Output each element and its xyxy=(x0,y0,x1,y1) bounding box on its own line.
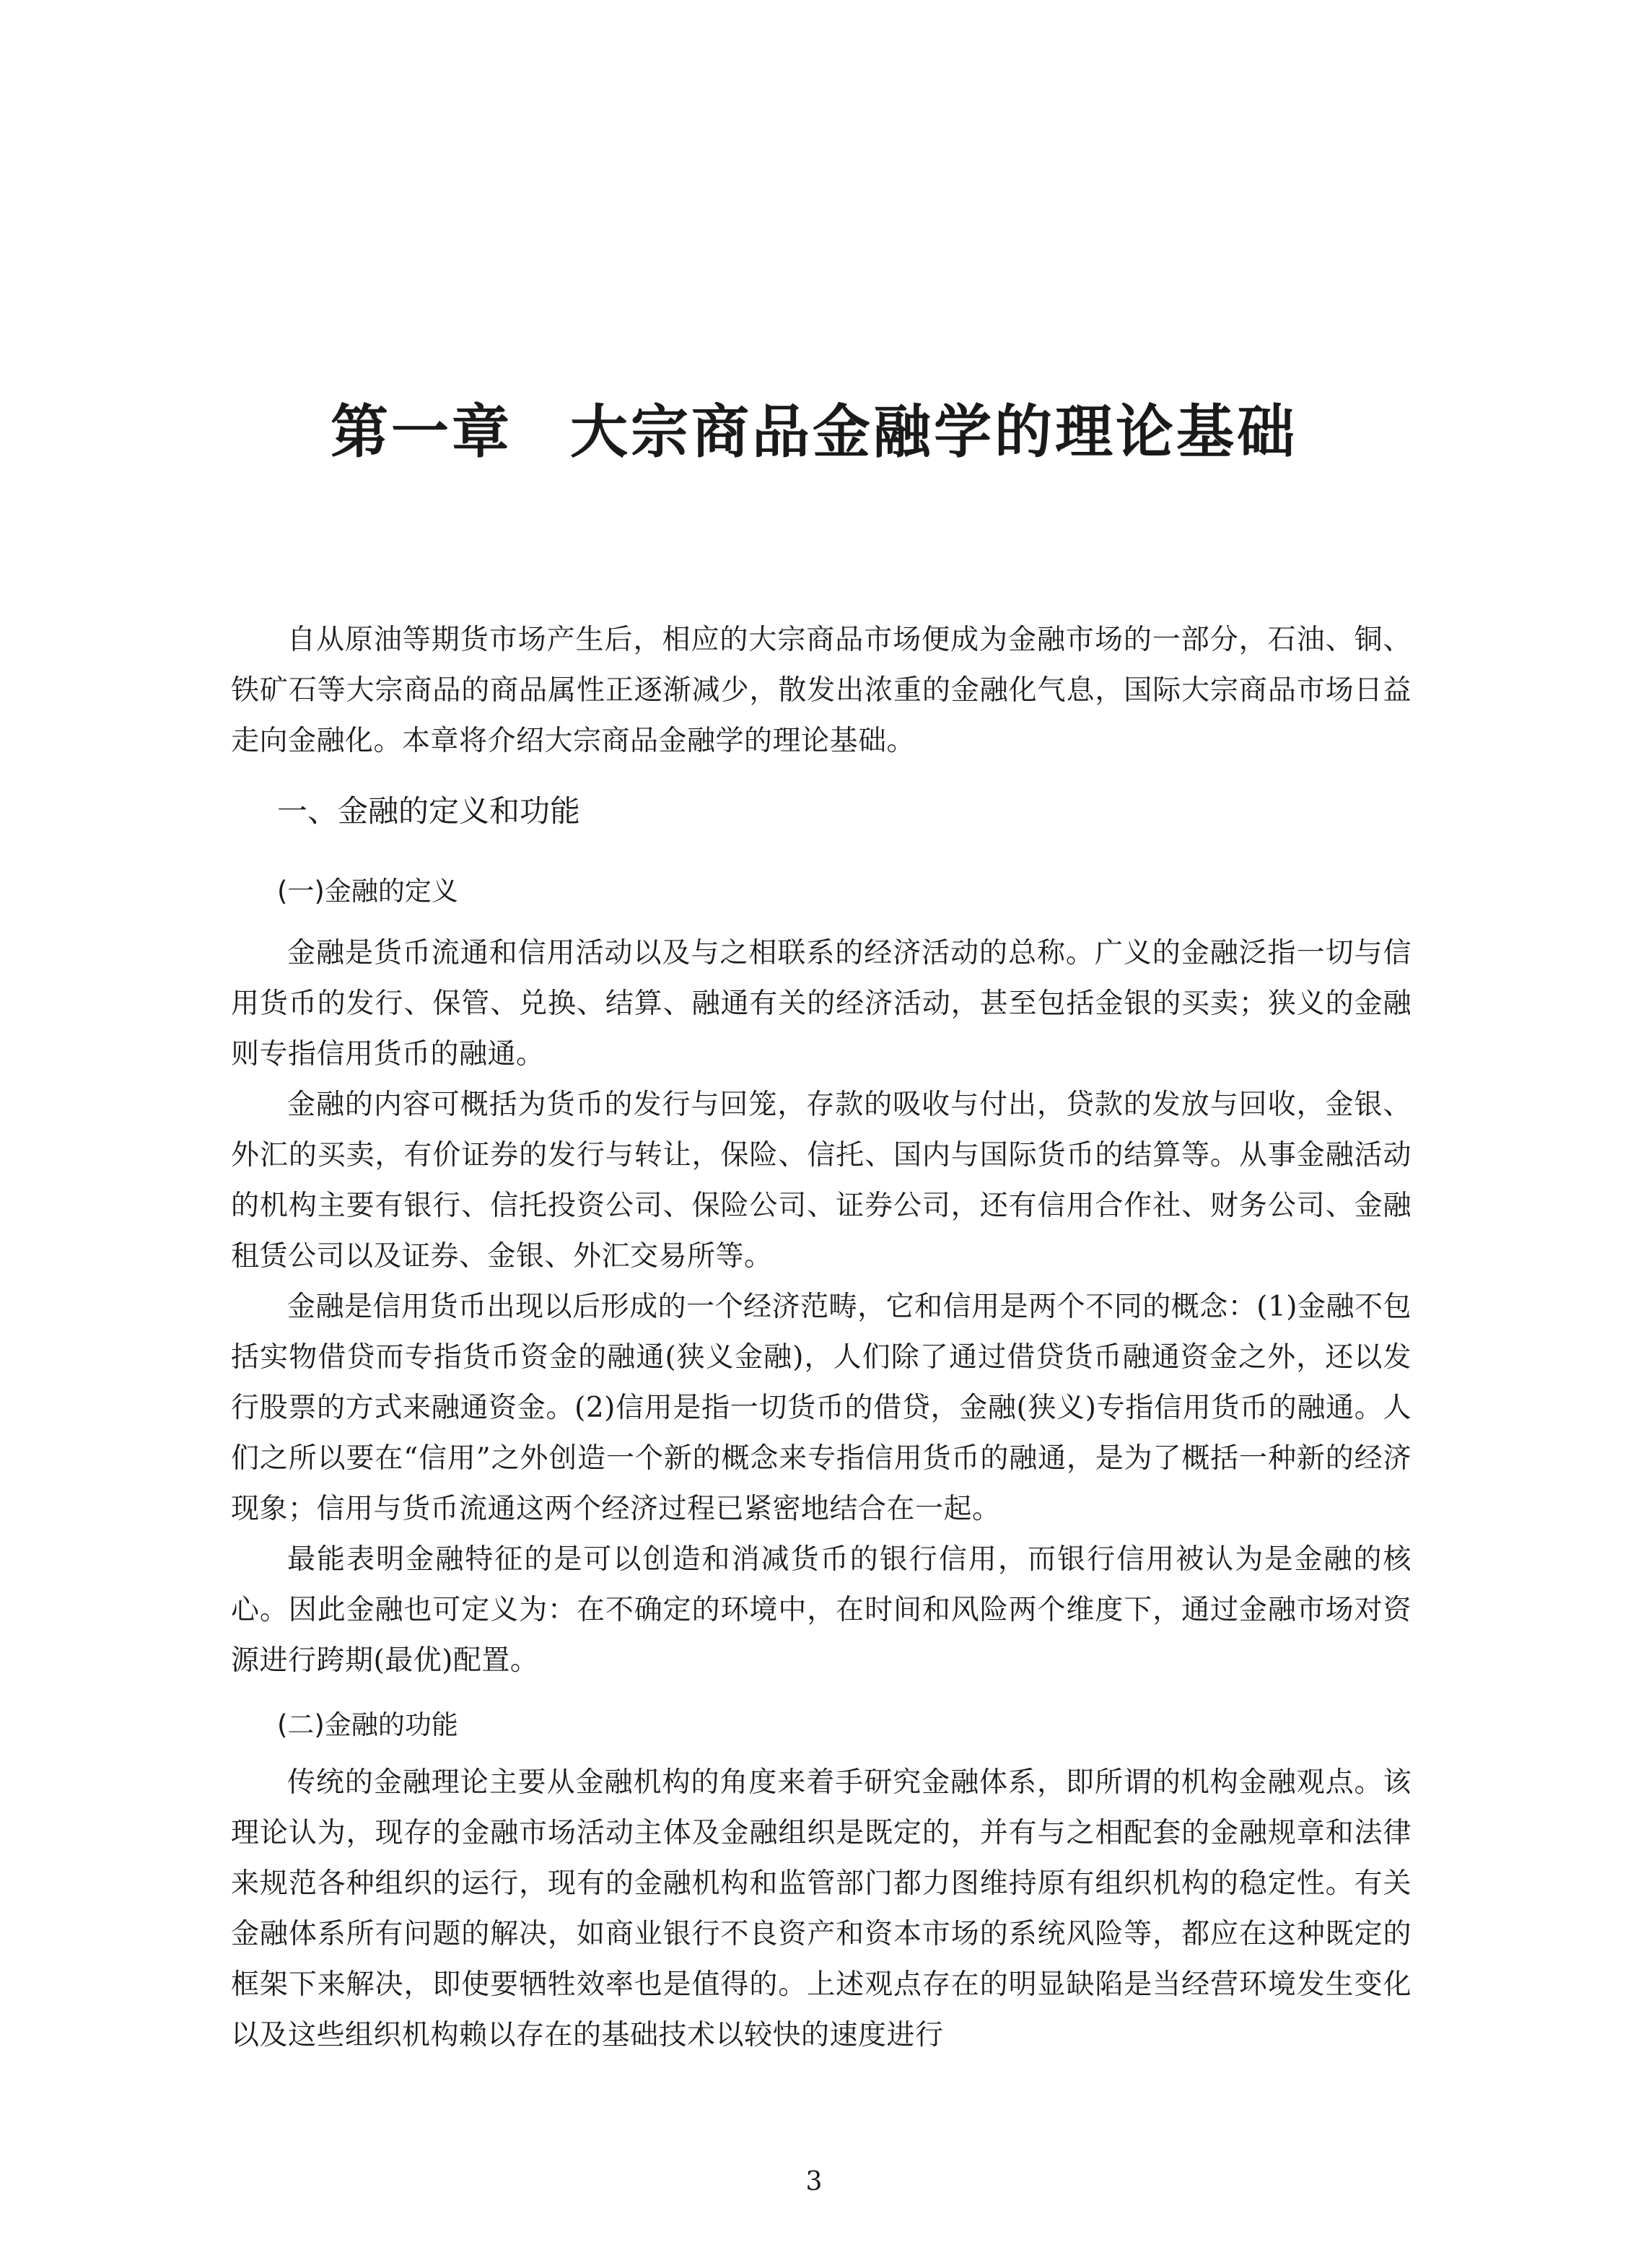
intro-paragraph: 自从原油等期货市场产生后，相应的大宗商品市场便成为金融市场的一部分，石油、铜、铁矿石等大宗商品的商品属性正逐渐减少，散发出浓重的金融化气息，国际大宗商品市场日益走向金融化。本章将介绍大宗商品金融学的理论基础。 xyxy=(231,624,1412,757)
paragraph: 金融的内容可概括为货币的发行与回笼，存款的吸收与付出，贷款的发放与回收，金银、外汇的买卖，有价证券的发行与转让，保险、信托、国内与国际货币的结算等。从事金融活动的机构主要有银行、信托投资公司、保险公司、证券公司，还有信用合作社、财务公司、金融租赁公司以及证券、金银、外汇交易所等。 xyxy=(231,1089,1412,1273)
paragraph: 金融是货币流通和信用活动以及与之相联系的经济活动的总称。广义的金融泛指一切与信用货币的发行、保管、兑换、结算、融通有关的经济活动，甚至包括金银的买卖；狭义的金融则专指信用货币的融通。 xyxy=(231,937,1412,1070)
section-heading: 一、金融的定义和功能 xyxy=(277,793,581,829)
definition-block xyxy=(231,928,1412,1686)
chapter-number: 第一章 xyxy=(331,398,512,466)
function-block xyxy=(231,1758,1412,2061)
paragraph: 最能表明金融特征的是可以创造和消减货币的银行信用，而银行信用被认为是金融的核心。因此金融也可定义为：在不确定的环境中，在时间和风险两个维度下，通过金融市场对资源进行跨期(最优)配置。 xyxy=(231,1543,1412,1677)
page-number: 3 xyxy=(805,2167,823,2197)
paragraph: 金融是信用货币出现以后形成的一个经济范畴，它和信用是两个不同的概念：(1)金融不包括实物借贷而专指货币资金的融通(狭义金融)，人们除了通过借贷货币融通资金之外，还以发行股票的方式来融通资金。(2)信用是指一切货币的借贷，金融(狭义)专指信用货币的融通。人们之所以要在“信用”之外创造一个新的概念来专指信用货币的融通，是为了概括一种新的经济现象；信用与货币流通这两个经济过程已紧密地结合在一起。 xyxy=(231,1291,1412,1525)
subsection-heading-definition: (一)金融的定义 xyxy=(277,876,458,907)
paragraph: 传统的金融理论主要从金融机构的角度来着手研究金融体系，即所谓的机构金融观点。该理论认为，现存的金融市场活动主体及金融组织是既定的，并有与之相配套的金融规章和法律来规范各种组织的运行，现有的金融机构和监管部门都力图维持原有组织机构的稳定性。有关金融体系所有问题的解决，如商业银行不良资产和资本市场的系统风险等，都应在这种既定的框架下来解决，即使要牺牲效率也是值得的。上述观点存在的明显缺陷是当经营环境发生变化以及这些组织机构赖以存在的基础技术以较快的速度进行 xyxy=(231,1766,1412,2051)
chapter-title-text: 大宗商品金融学的理论基础 xyxy=(570,398,1297,466)
subsection-heading-function: (二)金融的功能 xyxy=(277,1709,458,1740)
chapter-title xyxy=(0,396,1628,468)
intro-block xyxy=(231,615,1412,767)
